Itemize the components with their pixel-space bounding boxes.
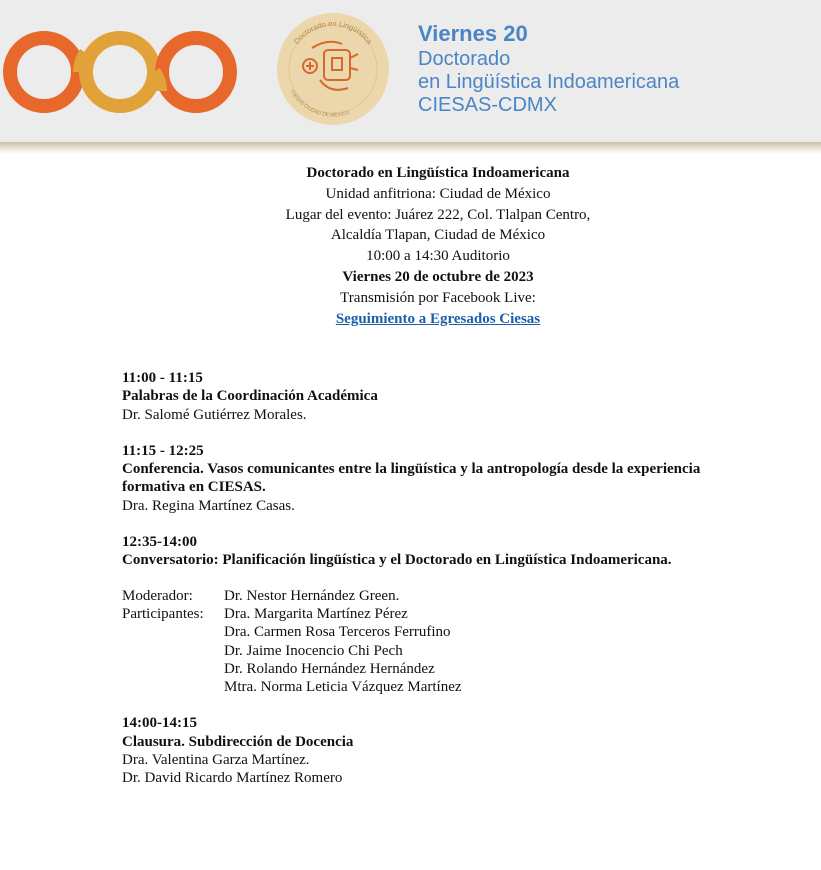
- participant: Mtra. Norma Leticia Vázquez Martínez: [224, 679, 462, 696]
- moderator-label: Moderador:: [122, 587, 193, 604]
- event-venue-line1: Lugar del evento: Juárez 222, Col. Tlalpan Centro,: [285, 206, 591, 223]
- participant: Dra. Margarita Martínez Pérez: [224, 605, 408, 622]
- moderator-name: Dr. Nestor Hernández Green.: [224, 587, 400, 604]
- event-venue-line2: Alcaldía Tlapan, Ciudad de México: [330, 227, 546, 244]
- session-time: 14:00-14:15: [122, 715, 197, 732]
- ring-right: [162, 38, 230, 106]
- session-2: [122, 442, 762, 515]
- session-1: [122, 369, 762, 424]
- event-date: Viernes 20 de octubre de 2023: [342, 268, 534, 285]
- header-banner: [0, 0, 821, 142]
- participants-list: [224, 605, 462, 696]
- session-title: Conversatorio: Planificación lingüística y el Doctorado en Lingüística Indoamericana.: [122, 552, 672, 569]
- session-title: Conferencia. Vasos comunicantes entre la lingüística y la antropología desde la experiencia formativa en CIESAS.: [122, 461, 701, 496]
- session-time: 12:35-14:00: [122, 534, 197, 551]
- event-info: [0, 163, 821, 329]
- session-time: 11:00 - 11:15: [122, 370, 203, 386]
- session-speaker: Dr. David Ricardo Martínez Romero: [122, 770, 343, 787]
- participants-row: [122, 605, 762, 696]
- facebook-live-link[interactable]: Seguimiento a Egresados Ciesas: [335, 310, 541, 327]
- session-3: [122, 533, 762, 696]
- session-title: Clausura. Subdirección de Docencia: [122, 733, 354, 750]
- participant: Dr. Jaime Inocencio Chi Pech: [224, 642, 403, 659]
- svg-text:CIESAS CIUDAD DE MÉXICO: CIESAS CIUDAD DE MÉXICO: [289, 89, 351, 119]
- banner-line-3: CIESAS-CDMX: [418, 94, 557, 116]
- event-host: Unidad anfitriona: Ciudad de México: [325, 185, 551, 202]
- banner-line-2: en Lingüística Indoamericana: [418, 71, 680, 93]
- event-broadcast: Transmisión por Facebook Live:: [340, 289, 536, 306]
- participant: Dra. Carmen Rosa Terceros Ferrufino: [224, 624, 451, 641]
- ring-left: [10, 38, 78, 106]
- banner-title: [418, 22, 679, 117]
- session-roles: [122, 587, 762, 697]
- session-speaker: Dra. Regina Martínez Casas.: [122, 497, 295, 514]
- participants-label: Participantes:: [122, 605, 204, 622]
- rings-logo: [0, 22, 240, 122]
- session-speaker: Dra. Valentina Garza Martínez.: [122, 752, 310, 769]
- event-time: 10:00 a 14:30 Auditorio: [366, 248, 510, 265]
- doctorado-emblem: [272, 8, 394, 130]
- session-time: 11:15 - 12:25: [122, 442, 204, 459]
- session-title: Palabras de la Coordinación Académica: [122, 388, 378, 405]
- program: [122, 369, 762, 806]
- banner-day: Viernes 20: [418, 21, 528, 46]
- session-4: [122, 714, 762, 787]
- event-title: Doctorado en Lingüística Indoamericana: [306, 165, 570, 181]
- banner-line-1: Doctorado: [418, 48, 511, 70]
- ring-middle: [86, 38, 154, 106]
- participant: Dr. Rolando Hernández Hernández: [224, 660, 435, 677]
- moderator-row: [122, 587, 762, 605]
- svg-text:Doctorado en Lingüística: Doctorado en Lingüística: [292, 18, 375, 46]
- session-speaker: Dr. Salomé Gutiérrez Morales.: [122, 406, 307, 423]
- banner-shadow: [0, 142, 821, 154]
